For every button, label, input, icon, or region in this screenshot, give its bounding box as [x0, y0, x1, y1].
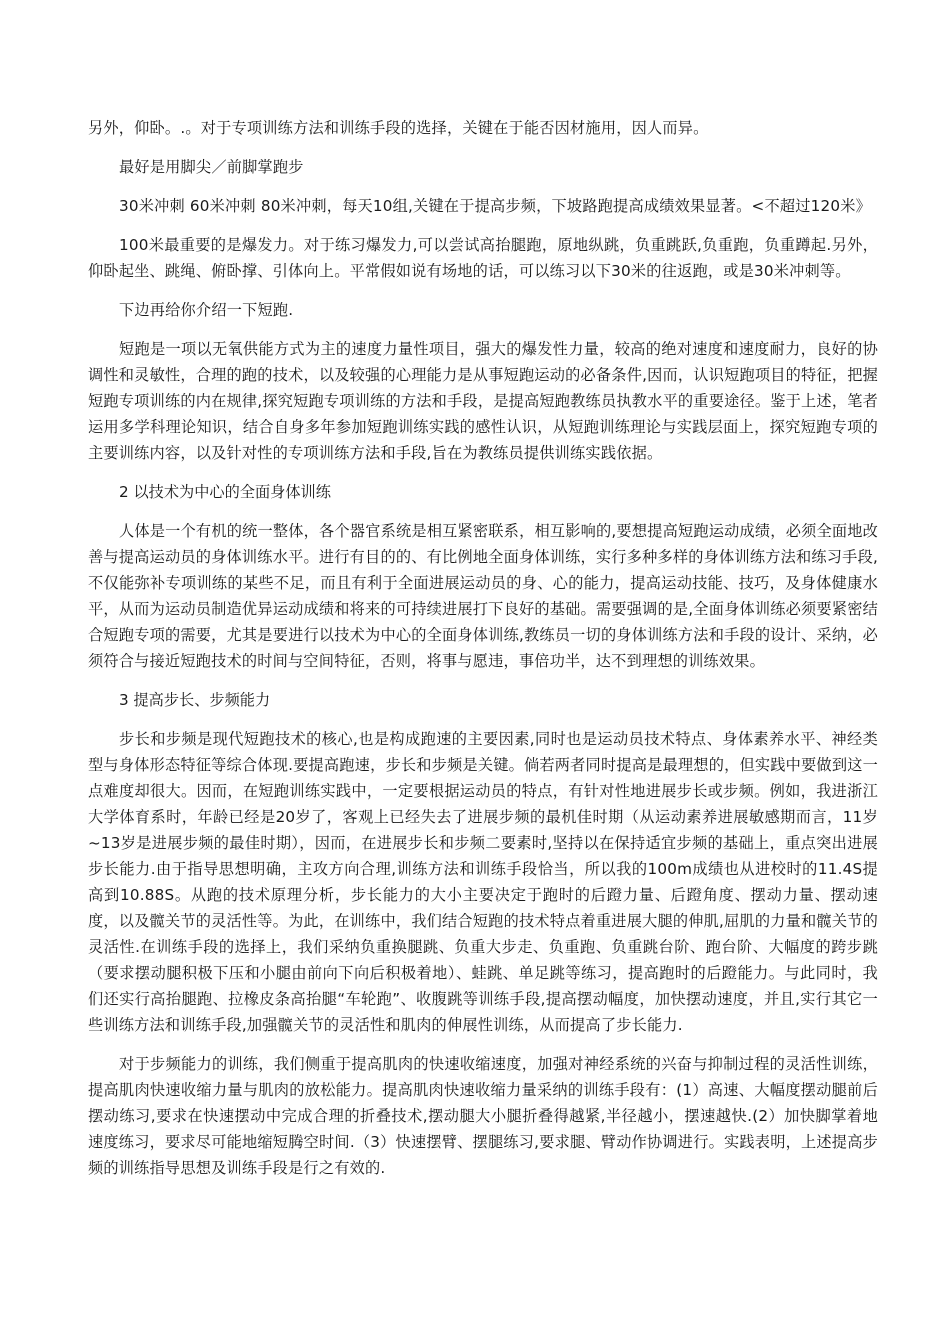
paragraph-stride-frequency: 对于步频能力的训练，我们侧重于提高肌肉的快速收缩速度，加强对神经系统的兴奋与抑制过程的灵活性训练，提高肌肉快速收缩力量与肌肉的放松能力。提高肌肉快速收缩力量采纳的训练手段有：(1）高速、大幅度摆动腿前后摆动练习,要求在快速摆动中完成合理的折叠技术,摆动腿大小腿折叠得越紧,半径越小，摆速越快.(2）加快脚掌着地速度练习，要求尽可能地缩短腾空时间.（3）快速摆臂、摆腿练习,要求腿、臂动作协调进行。实践表明，上述提高步频的训练指导思想及训练手段是行之有效的.: [88, 1055, 878, 1177]
paragraph-physical-training: 人体是一个有机的统一整体，各个器官系统是相互紧密联系，相互影响的,要想提高短跑运动成绩，必须全面地改善与提高运动员的身体训练水平。进行有目的的、有比例地全面身体训练，实行多种多样的身体训练方法和练习手段,不仅能弥补专项训练的某些不足，而且有利于全面进展运动员的身、心的能力，提高运动技能、技巧，及身体健康水平，从而为运动员制造优异运动成绩和将来的可持续进展打下良好的基础。需要强调的是,全面身体训练必须要紧密结合短跑专项的需要，尤其是要进行以技术为中心的全面身体训练,教练员一切的身体训练方法和手段的设计、采纳，必须符合与接近短跑技术的时间与空间特征，否则，将事与愿违，事倍功半，达不到理想的训练效果。: [88, 522, 879, 670]
section-heading-3: 3 提高步长、步频能力: [119, 691, 271, 709]
section-heading-2: 2 以技术为中心的全面身体训练: [119, 483, 331, 501]
paragraph-stride-length: 步长和步频是现代短跑技术的核心,也是构成跑速的主要因素,同时也是运动员技术特点、身体素养水平、神经类型与身体形态特征等综合体现.要提高跑速，步长和步频是关键。倘若两者同时提高是最理想的，但实践中要做到这一点难度却很大。因而，在短跑训练实践中，一定要根据运动员的特点，有针对性地进展步长或步频。例如，我进浙江大学体育系时，年龄已经是20岁了，客观上已经失去了进展步频的最机佳时期（从运动素养进展敏感期而言，11岁~13岁是进展步频的最佳时期），因而，在进展步长和步频二要素时,坚持以在保持适宜步频的基础上，重点突出进展步长能力.由于指导思想明确，主攻方向合理,训练方法和训练手段恰当，所以我的100m成绩也从进校时的11.4S提高到10.88S。从跑的技术原理分析，步长能力的大小主要决定于跑时的后蹬力量、后蹬角度、摆动力量、摆动速度，以及髋关节的灵活性等。为此，在训练中，我们结合短跑的技术特点着重进展大腿的伸肌,屈肌的力量和髋关节的灵活性.在训练手段的选择上，我们采纳负重换腿跳、负重大步走、负重跑、负重跳台阶、跑台阶、大幅度的跨步跳（要求摆动腿积极下压和小腿由前向下向后积极着地）、蛙跳、单足跳等练习，提高跑时的后蹬能力。与此同时，我们还实行高抬腿跑、拉橡皮条高抬腿“车轮跑”、收腹跳等训练手段,提高摆动幅度，加快摆动速度，并且,实行其它一些训练方法和训练手段,加强髋关节的灵活性和肌肉的伸展性训练，从而提高了步长能力.: [88, 730, 878, 1034]
paragraph-sprint-drills: 30米冲刺 60米冲刺 80米冲刺，每天10组,关键在于提高步频，下坡路跑提高成绩效果显著。<不超过120米》: [119, 197, 871, 215]
paragraph-explosive-power: 100米最重要的是爆发力。对于练习爆发力,可以尝试高抬腿跑，原地纵跳，负重跳跃,负重跑，负重蹲起.另外，仰卧起坐、跳绳、俯卧撑、引体向上。平常假如说有场地的话，可以练习以下30米的往返跑，或是30米冲刺等。: [88, 236, 878, 280]
paragraph-intro-note: 另外，仰卧。.。对于专项训练方法和训练手段的选择，关键在于能否因材施用，因人而异。: [88, 119, 709, 137]
document-page: [88, 115, 878, 1194]
paragraph-foot-tip: 最好是用脚尖／前脚掌跑步: [119, 158, 304, 176]
paragraph-sprint-overview: 短跑是一项以无氧供能方式为主的速度力量性项目，强大的爆发性力量，较高的绝对速度和速度耐力，良好的协调性和灵敏性，合理的跑的技术，以及较强的心理能力是从事短跑运动的必备条件,因而，认识短跑项目的特征，把握短跑专项训练的内在规律,探究短跑专项训练的方法和手段，是提高短跑教练员执教水平的重要途径。鉴于上述，笔者运用多学科理论知识，结合自身多年参加短跑训练实践的感性认识，从短跑训练理论与实践层面上，探究短跑专项的主要训练内容，以及针对性的专项训练方法和手段,旨在为教练员提供训练实践依据。: [88, 340, 878, 462]
paragraph-transition: 下边再给你介绍一下短跑.: [119, 301, 294, 319]
